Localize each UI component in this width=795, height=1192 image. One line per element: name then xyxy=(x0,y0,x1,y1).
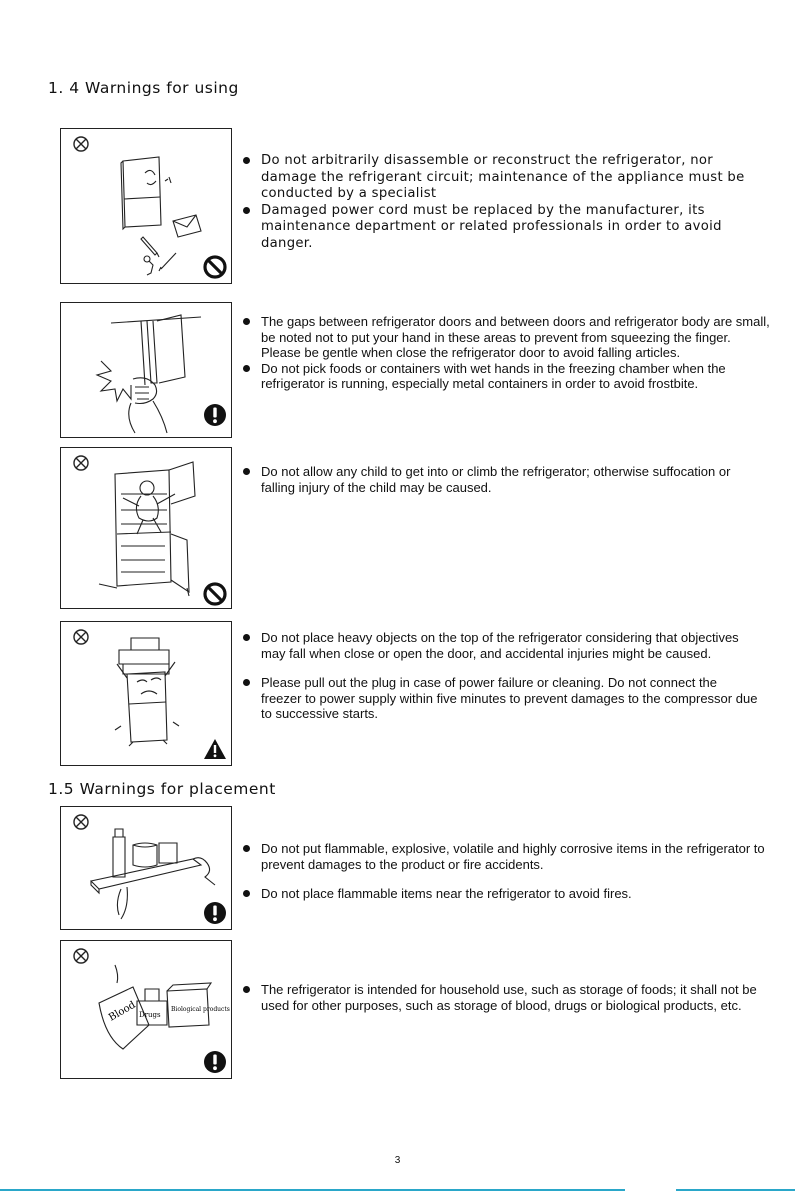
illustration-panel xyxy=(60,806,232,930)
warning-item: Do not place flammable items near the refrigerator to avoid fires. xyxy=(241,886,771,902)
footer-rule xyxy=(676,1189,795,1191)
warning-item: The refrigerator is intended for household use, such as storage of foods; it shall not be used for other purposes, such as storage of blood, drugs or biological products, etc. xyxy=(241,982,771,1013)
illustration-panel xyxy=(60,621,232,766)
warning-item: Damaged power cord must be replaced by the manufacturer, its maintenance department or related professionals in order to avoid danger. xyxy=(241,203,761,253)
bullet-dot xyxy=(243,679,250,686)
warning-item: Do not put flammable, explosive, volatile and highly corrosive items in the refrigerator to prevent damages to the product or fire accidents. xyxy=(241,841,771,872)
warning-item: Do not arbitrarily disassemble or reconstruct the refrigerator, nor damage the refrigerant circuit; maintenance of the appliance must be conducted by a specialist xyxy=(241,153,761,203)
bullet-dot xyxy=(243,207,250,214)
mandatory-icon xyxy=(204,404,226,426)
warning-item: Do not allow any child to get into or climb the refrigerator; otherwise suffocation or falling injury of the child may be caused. xyxy=(241,464,761,495)
bullet-dot xyxy=(243,318,250,325)
door-squeeze-finger-illustration xyxy=(61,303,231,437)
warning-list xyxy=(241,982,771,1013)
child-climbing-refrigerator-illustration xyxy=(61,448,231,608)
section-heading-warnings-placement: 1.5 Warnings for placement xyxy=(48,780,276,798)
heavy-objects-on-top-illustration xyxy=(61,622,231,765)
warning-item: Do not place heavy objects on the top of the refrigerator considering that objectives may fall when close or open the door, and accidental injuries might be caused. xyxy=(241,630,761,661)
mandatory-icon xyxy=(204,902,226,924)
warning-item: The gaps between refrigerator doors and between doors and refrigerator body are small, be noted not to put your hand in these areas to prevent from squeezing the finger. Please be gentle when close the refrigerator door to avoid falling articles. xyxy=(241,314,771,361)
bullet-dot xyxy=(243,365,250,372)
blood-label: Blood xyxy=(107,999,138,1024)
warning-list xyxy=(241,314,771,392)
bullet-dot xyxy=(243,890,250,897)
prohibited-x-icon xyxy=(74,815,88,829)
prohibited-x-icon xyxy=(74,456,88,470)
footer-rule xyxy=(0,1189,625,1191)
bullet-dot xyxy=(243,157,250,164)
disassemble-refrigerator-illustration xyxy=(61,129,231,283)
prohibition-icon xyxy=(205,584,225,604)
prohibited-x-icon xyxy=(74,137,88,151)
warning-item: Do not pick foods or containers with wet hands in the freezing chamber when the refrigerator is running, especially metal containers in order to avoid frostbite. xyxy=(241,361,771,392)
mandatory-icon xyxy=(204,1051,226,1073)
bullet-dot xyxy=(243,468,250,475)
biological-products-label: Biological products xyxy=(171,1006,230,1013)
warning-list xyxy=(241,630,761,722)
illustration-panel xyxy=(60,302,232,438)
drugs-label: Drugs xyxy=(139,1011,161,1019)
illustration-panel xyxy=(60,447,232,609)
illustration-panel xyxy=(60,128,232,284)
bullet-dot xyxy=(243,986,250,993)
flammable-items-tray-illustration xyxy=(61,807,231,929)
warning-list xyxy=(241,464,761,495)
illustration-panel xyxy=(60,940,232,1079)
warning-item: Please pull out the plug in case of power failure or cleaning. Do not connect the freezer to power supply within five minutes to prevent damages to the compressor due to successive starts. xyxy=(241,675,761,722)
warning-list xyxy=(241,153,761,252)
warning-triangle-icon xyxy=(204,739,226,759)
prohibited-x-icon xyxy=(74,949,88,963)
prohibition-icon xyxy=(205,257,225,277)
bullet-dot xyxy=(243,634,250,641)
section-heading-warnings-using: 1. 4 Warnings for using xyxy=(48,79,239,97)
blood-drugs-biological-products-illustration xyxy=(61,941,231,1078)
page-number: 3 xyxy=(394,1155,401,1166)
prohibited-x-icon xyxy=(74,630,88,644)
warning-list xyxy=(241,841,771,902)
bullet-dot xyxy=(243,845,250,852)
